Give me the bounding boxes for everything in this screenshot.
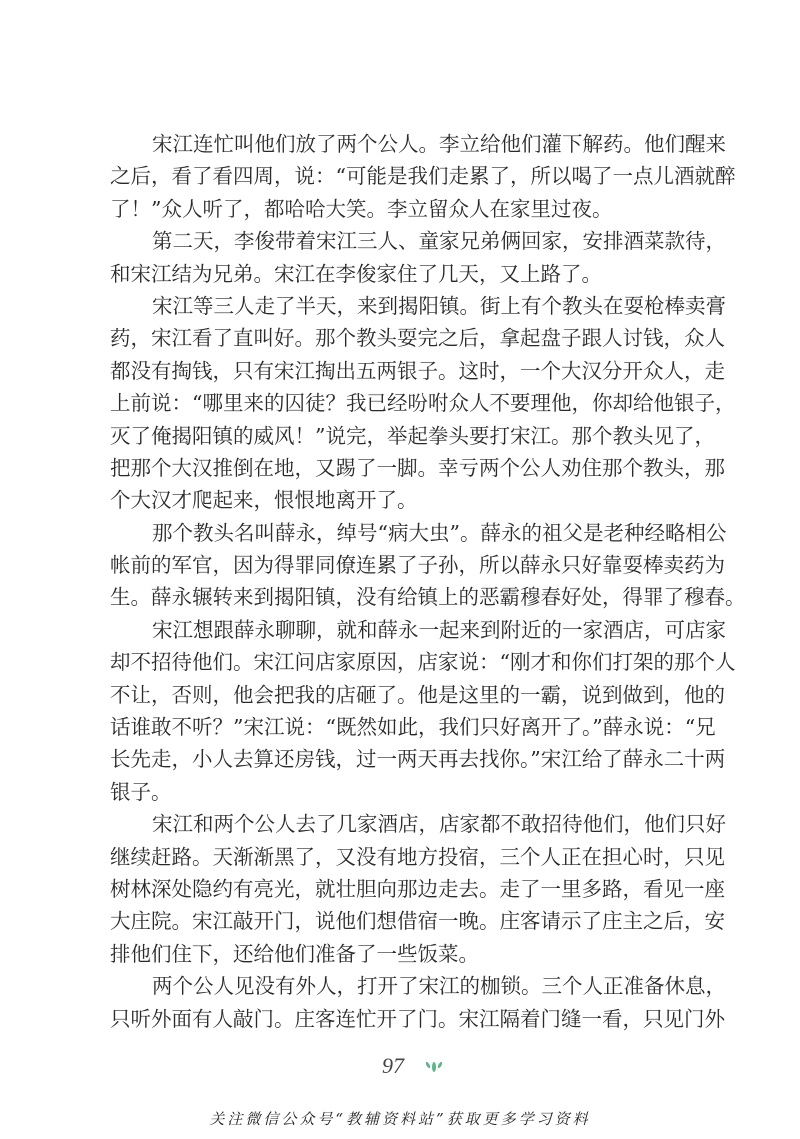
- text-line: 生。薛永辗转来到揭阳镇，没有给镇上的恶霸穆春好处，得罪了穆春。: [110, 585, 746, 610]
- text-line: 排他们住下，还给他们准备了一些饭菜。: [110, 941, 479, 966]
- leaf-ornament-icon: [424, 1060, 444, 1074]
- text-line: 长先走，小人去算还房钱，过一两天再去找你。”宋江给了薛永二十两: [110, 747, 726, 772]
- body-text: [110, 128, 746, 1035]
- text-line: 把那个大汉推倒在地，又踢了一脚。幸亏两个公人劝住那个教头，那: [110, 455, 725, 480]
- text-line: 帐前的军官，因为得罪同僚连累了子孙，所以薛永只好靠耍棒卖药为: [110, 553, 725, 578]
- text-line: 和宋江结为兄弟。宋江在李俊家住了几天，又上路了。: [110, 261, 602, 286]
- text-line: 大庄院。宋江敲开门，说他们想借宿一晚。庄客请示了庄主之后，安: [110, 909, 725, 934]
- text-line: 上前说：“哪里来的囚徒？我已经吩咐众人不要理他，你却给他银子，: [110, 391, 736, 416]
- footer-watermark: 关注微信公众号“教辅资料站”获取更多学习资料: [209, 1110, 591, 1128]
- text-line: 第二天，李俊带着宋江三人、童家兄弟俩回家，安排酒菜款待，: [152, 229, 726, 254]
- page-number: 97: [382, 1053, 404, 1078]
- paragraph: [110, 970, 726, 1035]
- text-line: 话谁敢不听？”宋江说：“既然如此，我们只好离开了。”薛永说：“兄: [110, 715, 716, 740]
- paragraph: [110, 290, 736, 517]
- text-line: 继续赶路。天渐渐黑了，又没有地方投宿，三个人正在担心时，只见: [110, 844, 725, 869]
- text-line: 之后，看了看四周，说：“可能是我们走累了，所以喝了一点儿酒就醉: [110, 164, 736, 189]
- text-line: 药，宋江看了直叫好。那个教头耍完之后，拿起盘子跟人讨钱，众人: [110, 326, 725, 351]
- text-line: 宋江连忙叫他们放了两个公人。李立给他们灌下解药。他们醒来: [152, 132, 726, 156]
- text-line: 不让，否则，他会把我的店砸了。他是这里的一霸，说到做到，他的: [110, 682, 725, 707]
- text-line: 灭了俺揭阳镇的威风！”说完，举起拳头要打宋江。那个教头见了，: [110, 423, 715, 448]
- text-line: 宋江和两个公人去了几家酒店，店家都不敢招待他们，他们只好: [152, 812, 726, 837]
- paragraph: [110, 517, 746, 614]
- text-line: 却不招待他们。宋江问店家原因，店家说：“刚才和你们打架的那个人: [110, 650, 736, 675]
- text-line: 宋江等三人走了半天，来到揭阳镇。街上有个教头在耍枪棒卖膏: [152, 293, 726, 318]
- paragraph: [110, 128, 736, 225]
- text-line: 树林深处隐约有亮光，就壮胆向那边走去。走了一里多路，看见一座: [110, 876, 725, 901]
- text-line: 只听外面有人敲门。庄客连忙开了门。宋江隔着门缝一看，只见门外: [110, 1006, 725, 1031]
- paragraph: [110, 225, 726, 290]
- text-line: 个大汉才爬起来，恨恨地离开了。: [110, 488, 418, 513]
- paragraph: [110, 614, 736, 808]
- text-line: 两个公人见没有外人，打开了宋江的枷锁。三个人正准备休息，: [152, 974, 726, 999]
- text-line: 银子。: [110, 779, 172, 804]
- text-line: 了！”众人听了，都哈哈大笑。李立留众人在家里过夜。: [110, 196, 613, 221]
- text-line: 宋江想跟薛永聊聊，就和薛永一起来到附近的一家酒店，可店家: [152, 617, 726, 642]
- text-line: 那个教头名叫薛永，绰号“病大虫”。薛永的祖父是老种经略相公: [152, 520, 727, 545]
- paragraph: [110, 808, 726, 970]
- text-line: 都没有掏钱，只有宋江掏出五两银子。这时，一个大汉分开众人，走: [110, 358, 725, 383]
